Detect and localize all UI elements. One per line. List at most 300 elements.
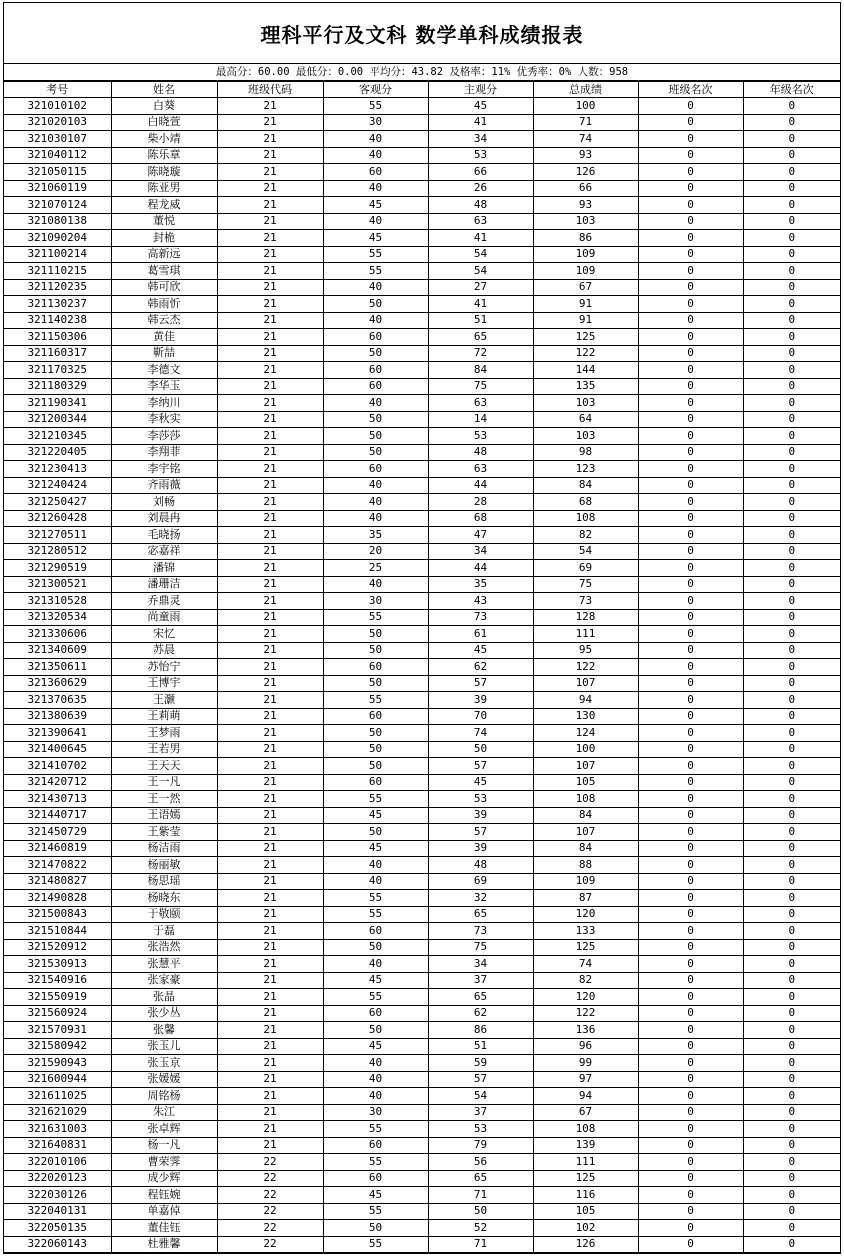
class-rank-cell: 0 bbox=[638, 494, 743, 511]
name-cell: 齐雨薇 bbox=[111, 477, 217, 494]
exam-id-cell: 321140238 bbox=[4, 312, 111, 329]
objective-score-cell: 60 bbox=[323, 1005, 428, 1022]
name-cell: 李华玉 bbox=[111, 378, 217, 395]
table-row bbox=[4, 906, 840, 923]
table-row bbox=[4, 1005, 840, 1022]
grade-rank-cell: 0 bbox=[743, 345, 840, 362]
objective-score-cell: 30 bbox=[323, 114, 428, 131]
objective-score-cell: 55 bbox=[323, 1203, 428, 1220]
total-score-cell: 128 bbox=[533, 609, 638, 626]
total-score-cell: 122 bbox=[533, 659, 638, 676]
grade-rank-cell: 0 bbox=[743, 642, 840, 659]
objective-score-cell: 55 bbox=[323, 1121, 428, 1138]
subjective-score-cell: 53 bbox=[428, 791, 533, 808]
name-cell: 乔鼎灵 bbox=[111, 593, 217, 610]
class-code-cell: 21 bbox=[217, 675, 323, 692]
name-cell: 程钰婉 bbox=[111, 1187, 217, 1204]
grade-rank-cell: 0 bbox=[743, 626, 840, 643]
class-code-cell: 21 bbox=[217, 758, 323, 775]
objective-score-cell: 30 bbox=[323, 1104, 428, 1121]
exam-id-cell: 321611025 bbox=[4, 1088, 111, 1105]
class-rank-cell: 0 bbox=[638, 131, 743, 148]
subjective-score-cell: 65 bbox=[428, 329, 533, 346]
name-cell: 刘畅 bbox=[111, 494, 217, 511]
objective-score-cell: 50 bbox=[323, 428, 428, 445]
name-cell: 葛雪琪 bbox=[111, 263, 217, 280]
grade-rank-cell: 0 bbox=[743, 180, 840, 197]
class-code-cell: 21 bbox=[217, 114, 323, 131]
grade-rank-cell: 0 bbox=[743, 1236, 840, 1253]
objective-score-cell: 55 bbox=[323, 246, 428, 263]
table-row bbox=[4, 774, 840, 791]
table-row bbox=[4, 890, 840, 907]
table-header-row bbox=[4, 82, 840, 98]
class-code-cell: 21 bbox=[217, 543, 323, 560]
exam-id-cell: 321290519 bbox=[4, 560, 111, 577]
exam-id-cell: 321460819 bbox=[4, 840, 111, 857]
grade-rank-cell: 0 bbox=[743, 708, 840, 725]
subjective-score-cell: 75 bbox=[428, 939, 533, 956]
total-score-cell: 126 bbox=[533, 164, 638, 181]
subjective-score-cell: 51 bbox=[428, 1038, 533, 1055]
exam-id-cell: 321580942 bbox=[4, 1038, 111, 1055]
subjective-score-cell: 48 bbox=[428, 444, 533, 461]
objective-score-cell: 50 bbox=[323, 675, 428, 692]
class-code-cell: 21 bbox=[217, 725, 323, 742]
total-score-cell: 95 bbox=[533, 642, 638, 659]
exam-id-cell: 321210345 bbox=[4, 428, 111, 445]
subjective-score-cell: 62 bbox=[428, 1005, 533, 1022]
subjective-score-cell: 63 bbox=[428, 395, 533, 412]
objective-score-cell: 45 bbox=[323, 1038, 428, 1055]
table-row bbox=[4, 609, 840, 626]
table-row bbox=[4, 824, 840, 841]
total-score-cell: 125 bbox=[533, 939, 638, 956]
total-score-cell: 105 bbox=[533, 1203, 638, 1220]
total-score-cell: 116 bbox=[533, 1187, 638, 1204]
class-code-cell: 21 bbox=[217, 428, 323, 445]
class-code-cell: 22 bbox=[217, 1170, 323, 1187]
class-rank-cell: 0 bbox=[638, 1203, 743, 1220]
class-rank-cell: 0 bbox=[638, 675, 743, 692]
name-cell: 张少丛 bbox=[111, 1005, 217, 1022]
class-rank-cell: 0 bbox=[638, 98, 743, 115]
subjective-score-cell: 27 bbox=[428, 279, 533, 296]
objective-score-cell: 40 bbox=[323, 494, 428, 511]
class-rank-cell: 0 bbox=[638, 972, 743, 989]
total-score-cell: 111 bbox=[533, 1154, 638, 1171]
subjective-score-cell: 71 bbox=[428, 1236, 533, 1253]
grade-rank-cell: 0 bbox=[743, 890, 840, 907]
name-cell: 杨思瑶 bbox=[111, 873, 217, 890]
class-rank-cell: 0 bbox=[638, 180, 743, 197]
grade-rank-cell: 0 bbox=[743, 494, 840, 511]
table-row bbox=[4, 230, 840, 247]
name-cell: 李宇铭 bbox=[111, 461, 217, 478]
grade-rank-cell: 0 bbox=[743, 593, 840, 610]
grade-rank-cell: 0 bbox=[743, 1038, 840, 1055]
exam-id-cell: 321270511 bbox=[4, 527, 111, 544]
name-cell: 单嘉倬 bbox=[111, 1203, 217, 1220]
total-score-cell: 82 bbox=[533, 527, 638, 544]
class-code-cell: 21 bbox=[217, 1022, 323, 1039]
subjective-score-cell: 45 bbox=[428, 642, 533, 659]
grade-rank-cell: 0 bbox=[743, 1055, 840, 1072]
grade-rank-cell: 0 bbox=[743, 1203, 840, 1220]
grade-rank-cell: 0 bbox=[743, 807, 840, 824]
objective-score-cell: 60 bbox=[323, 774, 428, 791]
class-code-cell: 21 bbox=[217, 230, 323, 247]
objective-score-cell: 50 bbox=[323, 345, 428, 362]
subjective-score-cell: 48 bbox=[428, 197, 533, 214]
objective-score-cell: 40 bbox=[323, 477, 428, 494]
class-rank-cell: 0 bbox=[638, 1154, 743, 1171]
class-code-cell: 21 bbox=[217, 824, 323, 841]
table-row bbox=[4, 708, 840, 725]
subjective-score-cell: 50 bbox=[428, 1203, 533, 1220]
subjective-score-cell: 59 bbox=[428, 1055, 533, 1072]
class-rank-cell: 0 bbox=[638, 147, 743, 164]
exam-id-cell: 321450729 bbox=[4, 824, 111, 841]
subjective-score-cell: 51 bbox=[428, 312, 533, 329]
grade-rank-cell: 0 bbox=[743, 1088, 840, 1105]
exam-id-cell: 322040131 bbox=[4, 1203, 111, 1220]
class-rank-cell: 0 bbox=[638, 461, 743, 478]
total-score-cell: 109 bbox=[533, 246, 638, 263]
total-score-cell: 120 bbox=[533, 989, 638, 1006]
grade-rank-cell: 0 bbox=[743, 923, 840, 940]
subjective-score-cell: 72 bbox=[428, 345, 533, 362]
class-rank-cell: 0 bbox=[638, 626, 743, 643]
class-code-cell: 21 bbox=[217, 659, 323, 676]
class-rank-cell: 0 bbox=[638, 593, 743, 610]
name-cell: 王一然 bbox=[111, 791, 217, 808]
subjective-score-cell: 73 bbox=[428, 609, 533, 626]
col-header-grade-rank: 年级名次 bbox=[743, 82, 840, 98]
total-score-cell: 100 bbox=[533, 98, 638, 115]
objective-score-cell: 50 bbox=[323, 296, 428, 313]
grade-rank-cell: 0 bbox=[743, 543, 840, 560]
class-code-cell: 21 bbox=[217, 873, 323, 890]
grade-rank-cell: 0 bbox=[743, 774, 840, 791]
exam-id-cell: 322020123 bbox=[4, 1170, 111, 1187]
objective-score-cell: 60 bbox=[323, 362, 428, 379]
grade-rank-cell: 0 bbox=[743, 824, 840, 841]
name-cell: 韩雨忻 bbox=[111, 296, 217, 313]
exam-id-cell: 321200344 bbox=[4, 411, 111, 428]
name-cell: 黄佳 bbox=[111, 329, 217, 346]
total-score-cell: 87 bbox=[533, 890, 638, 907]
class-code-cell: 21 bbox=[217, 906, 323, 923]
class-rank-cell: 0 bbox=[638, 362, 743, 379]
name-cell: 陈亚男 bbox=[111, 180, 217, 197]
summary-stats: 最高分：60.00 最低分：0.00 平均分：43.82 及格率：11% 优秀率：0% 人数：958 bbox=[4, 64, 840, 81]
table-row bbox=[4, 593, 840, 610]
total-score-cell: 108 bbox=[533, 791, 638, 808]
table-row bbox=[4, 263, 840, 280]
exam-id-cell: 321090204 bbox=[4, 230, 111, 247]
exam-id-cell: 321590943 bbox=[4, 1055, 111, 1072]
total-score-cell: 108 bbox=[533, 1121, 638, 1138]
class-rank-cell: 0 bbox=[638, 939, 743, 956]
col-header-total-score: 总成绩 bbox=[533, 82, 638, 98]
class-rank-cell: 0 bbox=[638, 609, 743, 626]
exam-id-cell: 321410702 bbox=[4, 758, 111, 775]
name-cell: 张馨 bbox=[111, 1022, 217, 1039]
grade-rank-cell: 0 bbox=[743, 840, 840, 857]
total-score-cell: 73 bbox=[533, 593, 638, 610]
subjective-score-cell: 75 bbox=[428, 378, 533, 395]
table-row bbox=[4, 114, 840, 131]
total-score-cell: 99 bbox=[533, 1055, 638, 1072]
exam-id-cell: 322050135 bbox=[4, 1220, 111, 1237]
exam-id-cell: 321560924 bbox=[4, 1005, 111, 1022]
total-score-cell: 94 bbox=[533, 692, 638, 709]
class-rank-cell: 0 bbox=[638, 543, 743, 560]
class-rank-cell: 0 bbox=[638, 1121, 743, 1138]
table-row bbox=[4, 461, 840, 478]
table-row bbox=[4, 197, 840, 214]
grade-rank-cell: 0 bbox=[743, 857, 840, 874]
objective-score-cell: 20 bbox=[323, 543, 428, 560]
grade-rank-cell: 0 bbox=[743, 576, 840, 593]
table-row bbox=[4, 444, 840, 461]
table-row bbox=[4, 675, 840, 692]
exam-id-cell: 321020103 bbox=[4, 114, 111, 131]
name-cell: 于磊 bbox=[111, 923, 217, 940]
exam-id-cell: 321100214 bbox=[4, 246, 111, 263]
table-row bbox=[4, 378, 840, 395]
class-rank-cell: 0 bbox=[638, 510, 743, 527]
objective-score-cell: 45 bbox=[323, 197, 428, 214]
objective-score-cell: 60 bbox=[323, 659, 428, 676]
objective-score-cell: 50 bbox=[323, 741, 428, 758]
exam-id-cell: 321080138 bbox=[4, 213, 111, 230]
table-row bbox=[4, 1088, 840, 1105]
class-rank-cell: 0 bbox=[638, 725, 743, 742]
table-row bbox=[4, 1022, 840, 1039]
exam-id-cell: 321070124 bbox=[4, 197, 111, 214]
class-code-cell: 21 bbox=[217, 164, 323, 181]
class-rank-cell: 0 bbox=[638, 164, 743, 181]
table-row bbox=[4, 329, 840, 346]
class-code-cell: 21 bbox=[217, 576, 323, 593]
class-code-cell: 21 bbox=[217, 180, 323, 197]
class-rank-cell: 0 bbox=[638, 906, 743, 923]
exam-id-cell: 321170325 bbox=[4, 362, 111, 379]
class-code-cell: 21 bbox=[217, 345, 323, 362]
subjective-score-cell: 84 bbox=[428, 362, 533, 379]
objective-score-cell: 45 bbox=[323, 807, 428, 824]
col-header-class-rank: 班级名次 bbox=[638, 82, 743, 98]
objective-score-cell: 40 bbox=[323, 1071, 428, 1088]
objective-score-cell: 45 bbox=[323, 230, 428, 247]
subjective-score-cell: 65 bbox=[428, 1170, 533, 1187]
table-row bbox=[4, 494, 840, 511]
grade-rank-cell: 0 bbox=[743, 114, 840, 131]
objective-score-cell: 30 bbox=[323, 593, 428, 610]
class-rank-cell: 0 bbox=[638, 1005, 743, 1022]
subjective-score-cell: 74 bbox=[428, 725, 533, 742]
total-score-cell: 107 bbox=[533, 758, 638, 775]
class-rank-cell: 0 bbox=[638, 956, 743, 973]
name-cell: 韩可欣 bbox=[111, 279, 217, 296]
grade-rank-cell: 0 bbox=[743, 312, 840, 329]
name-cell: 王天天 bbox=[111, 758, 217, 775]
table-row bbox=[4, 576, 840, 593]
total-score-cell: 97 bbox=[533, 1071, 638, 1088]
grade-rank-cell: 0 bbox=[743, 1154, 840, 1171]
class-code-cell: 21 bbox=[217, 213, 323, 230]
grade-rank-cell: 0 bbox=[743, 296, 840, 313]
table-row bbox=[4, 164, 840, 181]
table-row bbox=[4, 1203, 840, 1220]
table-row bbox=[4, 725, 840, 742]
table-row bbox=[4, 428, 840, 445]
grade-rank-cell: 0 bbox=[743, 1137, 840, 1154]
grade-rank-cell: 0 bbox=[743, 873, 840, 890]
class-code-cell: 21 bbox=[217, 1071, 323, 1088]
class-code-cell: 21 bbox=[217, 1104, 323, 1121]
name-cell: 张玉京 bbox=[111, 1055, 217, 1072]
objective-score-cell: 40 bbox=[323, 395, 428, 412]
grade-rank-cell: 0 bbox=[743, 939, 840, 956]
total-score-cell: 123 bbox=[533, 461, 638, 478]
objective-score-cell: 45 bbox=[323, 840, 428, 857]
exam-id-cell: 321160317 bbox=[4, 345, 111, 362]
table-row bbox=[4, 395, 840, 412]
class-code-cell: 21 bbox=[217, 263, 323, 280]
subjective-score-cell: 57 bbox=[428, 1071, 533, 1088]
subjective-score-cell: 57 bbox=[428, 758, 533, 775]
objective-score-cell: 40 bbox=[323, 576, 428, 593]
objective-score-cell: 60 bbox=[323, 923, 428, 940]
grade-rank-cell: 0 bbox=[743, 164, 840, 181]
total-score-cell: 122 bbox=[533, 345, 638, 362]
name-cell: 李纳川 bbox=[111, 395, 217, 412]
class-code-cell: 21 bbox=[217, 527, 323, 544]
class-rank-cell: 0 bbox=[638, 1187, 743, 1204]
total-score-cell: 139 bbox=[533, 1137, 638, 1154]
class-rank-cell: 0 bbox=[638, 857, 743, 874]
table-row bbox=[4, 131, 840, 148]
grade-rank-cell: 0 bbox=[743, 477, 840, 494]
table-row bbox=[4, 857, 840, 874]
class-rank-cell: 0 bbox=[638, 329, 743, 346]
objective-score-cell: 60 bbox=[323, 329, 428, 346]
objective-score-cell: 40 bbox=[323, 312, 428, 329]
objective-score-cell: 40 bbox=[323, 180, 428, 197]
class-rank-cell: 0 bbox=[638, 378, 743, 395]
col-header-class-code: 班级代码 bbox=[217, 82, 323, 98]
total-score-cell: 93 bbox=[533, 147, 638, 164]
exam-id-cell: 321250427 bbox=[4, 494, 111, 511]
exam-id-cell: 321190341 bbox=[4, 395, 111, 412]
exam-id-cell: 321040112 bbox=[4, 147, 111, 164]
table-row bbox=[4, 246, 840, 263]
name-cell: 王紫莹 bbox=[111, 824, 217, 841]
class-rank-cell: 0 bbox=[638, 1170, 743, 1187]
class-code-cell: 21 bbox=[217, 840, 323, 857]
class-code-cell: 21 bbox=[217, 98, 323, 115]
exam-id-cell: 321570931 bbox=[4, 1022, 111, 1039]
grade-rank-cell: 0 bbox=[743, 692, 840, 709]
table-row bbox=[4, 543, 840, 560]
table-row bbox=[4, 873, 840, 890]
class-rank-cell: 0 bbox=[638, 1137, 743, 1154]
name-cell: 宋忆 bbox=[111, 626, 217, 643]
table-row bbox=[4, 1187, 840, 1204]
name-cell: 杨丽敏 bbox=[111, 857, 217, 874]
objective-score-cell: 45 bbox=[323, 972, 428, 989]
grade-rank-cell: 0 bbox=[743, 378, 840, 395]
exam-id-cell: 321340609 bbox=[4, 642, 111, 659]
total-score-cell: 111 bbox=[533, 626, 638, 643]
name-cell: 王梦雨 bbox=[111, 725, 217, 742]
subjective-score-cell: 37 bbox=[428, 1104, 533, 1121]
table-row bbox=[4, 279, 840, 296]
total-score-cell: 84 bbox=[533, 477, 638, 494]
name-cell: 杨洁雨 bbox=[111, 840, 217, 857]
objective-score-cell: 55 bbox=[323, 98, 428, 115]
total-score-cell: 82 bbox=[533, 972, 638, 989]
total-score-cell: 98 bbox=[533, 444, 638, 461]
class-code-cell: 22 bbox=[217, 1203, 323, 1220]
objective-score-cell: 40 bbox=[323, 956, 428, 973]
objective-score-cell: 55 bbox=[323, 989, 428, 1006]
total-score-cell: 133 bbox=[533, 923, 638, 940]
total-score-cell: 86 bbox=[533, 230, 638, 247]
name-cell: 张卓辉 bbox=[111, 1121, 217, 1138]
subjective-score-cell: 62 bbox=[428, 659, 533, 676]
name-cell: 王灏 bbox=[111, 692, 217, 709]
name-cell: 李莎莎 bbox=[111, 428, 217, 445]
class-rank-cell: 0 bbox=[638, 395, 743, 412]
class-code-cell: 21 bbox=[217, 1121, 323, 1138]
subjective-score-cell: 63 bbox=[428, 213, 533, 230]
class-rank-cell: 0 bbox=[638, 114, 743, 131]
total-score-cell: 126 bbox=[533, 1236, 638, 1253]
subjective-score-cell: 41 bbox=[428, 296, 533, 313]
name-cell: 白晓萱 bbox=[111, 114, 217, 131]
objective-score-cell: 40 bbox=[323, 857, 428, 874]
grade-rank-cell: 0 bbox=[743, 147, 840, 164]
class-code-cell: 21 bbox=[217, 857, 323, 874]
class-rank-cell: 0 bbox=[638, 791, 743, 808]
class-code-cell: 21 bbox=[217, 593, 323, 610]
name-cell: 靳喆 bbox=[111, 345, 217, 362]
grade-rank-cell: 0 bbox=[743, 230, 840, 247]
class-code-cell: 21 bbox=[217, 510, 323, 527]
subjective-score-cell: 65 bbox=[428, 906, 533, 923]
class-code-cell: 21 bbox=[217, 939, 323, 956]
grade-rank-cell: 0 bbox=[743, 279, 840, 296]
grade-rank-cell: 0 bbox=[743, 1104, 840, 1121]
name-cell: 杜雅馨 bbox=[111, 1236, 217, 1253]
class-code-cell: 21 bbox=[217, 1038, 323, 1055]
name-cell: 张浩然 bbox=[111, 939, 217, 956]
objective-score-cell: 55 bbox=[323, 263, 428, 280]
grade-rank-cell: 0 bbox=[743, 741, 840, 758]
grade-rank-cell: 0 bbox=[743, 675, 840, 692]
exam-id-cell: 321430713 bbox=[4, 791, 111, 808]
exam-id-cell: 322010106 bbox=[4, 1154, 111, 1171]
class-rank-cell: 0 bbox=[638, 246, 743, 263]
name-cell: 高新远 bbox=[111, 246, 217, 263]
total-score-cell: 88 bbox=[533, 857, 638, 874]
subjective-score-cell: 56 bbox=[428, 1154, 533, 1171]
total-score-cell: 71 bbox=[533, 114, 638, 131]
